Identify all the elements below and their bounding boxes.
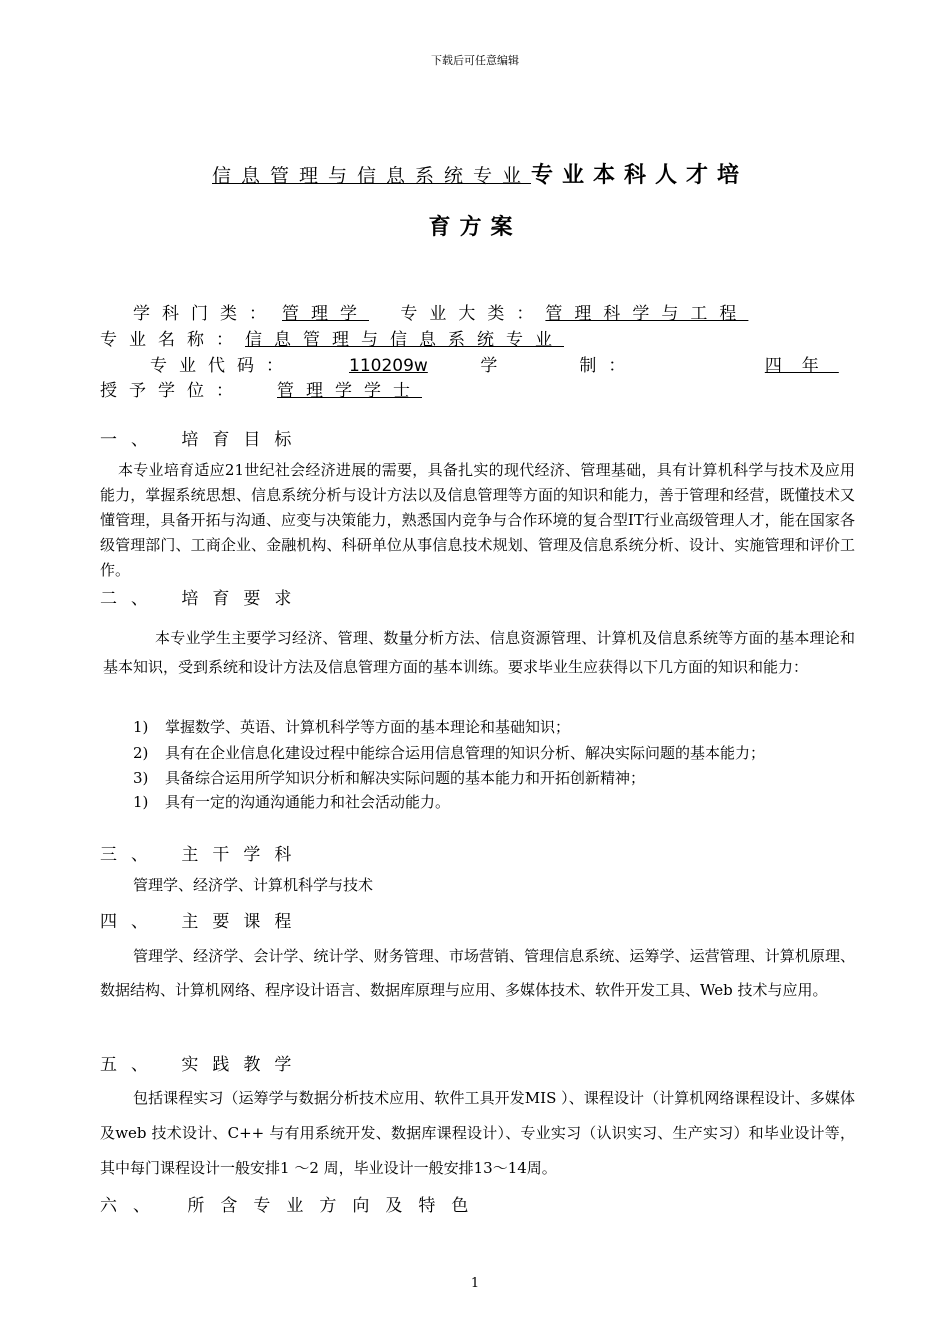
- page-number: 1: [470, 1276, 480, 1291]
- category-value: 管理科学与工程: [545, 304, 749, 324]
- list-item-text: 掌握数学、英语、计算机科学等方面的基本理论和基础知识；: [165, 718, 571, 736]
- major-label: 专业名称：: [100, 330, 245, 350]
- title-suffix: 专业本科人才培: [531, 163, 749, 188]
- list-item-text: 具备综合运用所学知识分析和解决实际问题的基本能力和开拓创新精神；: [165, 769, 646, 787]
- section-3-body: 管理学、经济学、计算机科学与技术: [133, 876, 374, 894]
- list-item-number: 1): [133, 718, 149, 736]
- section-4-title: 四、 主要课程: [100, 912, 306, 932]
- section-1-body: 本专业培育适应21世纪社会经济进展的需要，具备扎实的现代经济、管理基础，具有计算机科学与技术及应用能力，掌握系统思想、信息系统分析与设计方法以及信息管理等方面的知识和能力，善于管理和经营，既懂技术又懂管理，具备开拓与沟通、应变与决策能力，熟悉国内竞争与合作环境的复合型IT行业高级管理人才，能在国家各级管理部门、工商企业、金融机构、科研单位从事信息技术规划、管理及信息系统分析、设计、实施管理和评价工作。: [100, 461, 855, 579]
- section-3-title: 三、 主干学科: [100, 845, 306, 865]
- meta-degree-row: [100, 376, 495, 401]
- section-2-list-item: [133, 767, 645, 788]
- code-value: 110209w: [349, 356, 428, 376]
- document-title-line2: 育方案: [428, 215, 522, 240]
- degree-label: 授予学位：: [100, 381, 245, 401]
- section-5-title: 五、 实践教学: [100, 1055, 306, 1075]
- duration-label-1: 学: [480, 356, 510, 376]
- degree-value: 管理学学士: [277, 381, 422, 401]
- code-label: 专业代码：: [150, 356, 295, 376]
- meta-major-row: [100, 325, 665, 350]
- section-2-body: 本专业学生主要学习经济、管理、数量分析方法、信息资源管理、计算机及信息系统等方面的基本理论和基本知识，受到系统和设计方法及信息管理方面的基本训练。要求毕业生应获得以下几方面的知识和能力：: [103, 629, 855, 676]
- list-item-text: 具有在企业信息化建设过程中能综合运用信息管理的知识分析、解决实际问题的基本能力；: [165, 744, 766, 762]
- category-label: 专业大类：: [400, 304, 546, 324]
- title-major-name: 信息管理与信息系统专业: [212, 165, 532, 187]
- section-2-list-item: [133, 716, 570, 737]
- list-item-number: 3): [133, 769, 149, 787]
- section-5-body: 包括课程实习（运筹学与数据分析技术应用、软件工具开发MIS ）、课程设计（计算机网络课程设计、多媒体及web 技术设计、C++ 与有用系统开发、数据库课程设计）、专业实习（认识实习、生产实习）和毕业设计等，其中每门课程设计一般安排1 ～2 周，毕业设计一般安排13～14周。: [100, 1089, 855, 1177]
- meta-discipline-row: [133, 299, 748, 324]
- header-note: 下载后可任意编辑: [431, 54, 519, 67]
- section-4-body: 管理学、经济学、会计学、统计学、财务管理、市场营销、管理信息系统、运筹学、运营管理、计算机原理、数据结构、计算机网络、程序设计语言、数据库原理与应用、多媒体技术、软件开发工具、Web 技术与应用。: [100, 947, 855, 999]
- section-2-list-item: [133, 742, 765, 763]
- section-1-title: 一、 培育目标: [100, 430, 306, 450]
- discipline-value: 管理学: [282, 304, 369, 324]
- major-value: 信息管理与信息系统专业: [245, 330, 564, 350]
- meta-code-row: [150, 351, 839, 376]
- document-title-line1: [212, 158, 748, 189]
- list-item-number: 1): [133, 793, 149, 811]
- list-item-number: 2): [133, 744, 149, 762]
- duration-label-2: 制：: [579, 356, 638, 376]
- list-item-text: 具有一定的沟通沟通能力和社会活动能力。: [165, 793, 451, 811]
- discipline-label: 学科门类：: [133, 304, 278, 324]
- section-2-title: 二、 培育要求: [100, 589, 306, 609]
- duration-value: 四年: [764, 356, 839, 376]
- section-2-list-item: [133, 791, 450, 812]
- section-6-title: 六、 所含专业方向及特色: [100, 1196, 485, 1216]
